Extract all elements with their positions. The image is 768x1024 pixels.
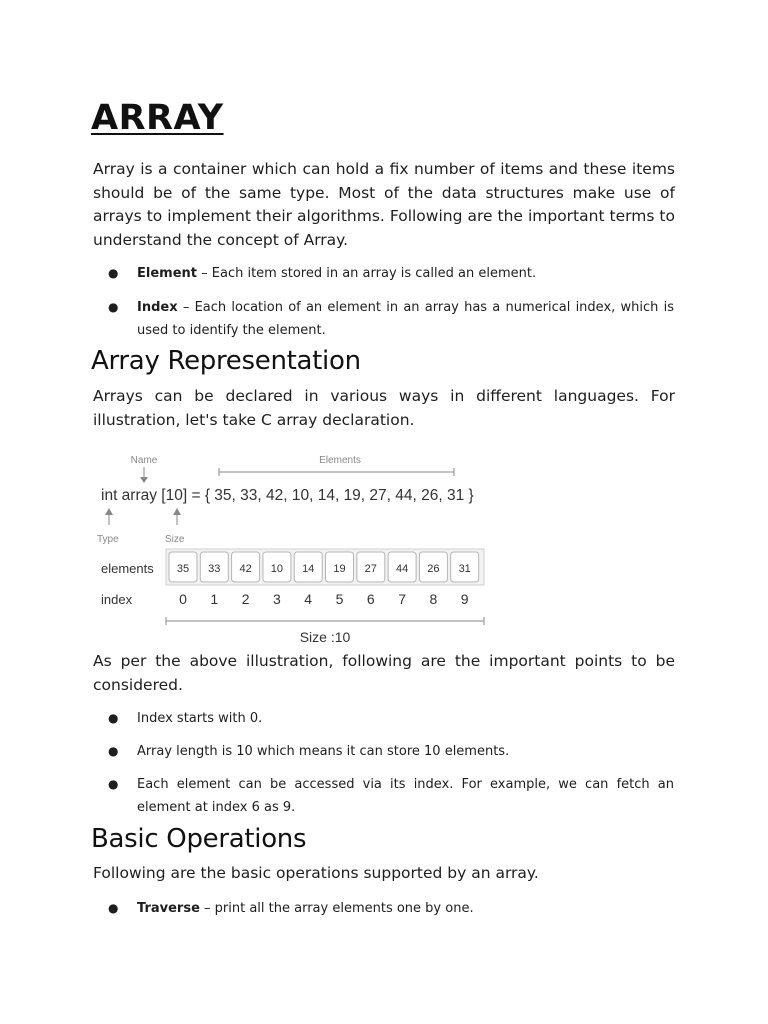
- array-cell-value: 10: [270, 563, 284, 575]
- list-item: [108, 707, 674, 730]
- array-cell-value: 42: [239, 563, 252, 575]
- term-description: – Each location of an element in an array has a numerical index, which is used to identify the element.: [137, 300, 674, 338]
- array-cell-value: 14: [302, 563, 315, 575]
- section-heading-operations: Basic Operations: [91, 824, 307, 854]
- operations-paragraph: Following are the basic operations supported by an array.: [93, 864, 539, 882]
- bullet-icon: ●: [108, 777, 119, 791]
- term-description: – Each item stored in an array is called an element.: [197, 266, 537, 281]
- array-index-label: 5: [335, 591, 344, 607]
- bullet-icon: ●: [108, 266, 119, 280]
- list-item: [108, 296, 674, 342]
- array-index-label: 9: [460, 591, 469, 607]
- points-intro-paragraph: As per the above illustration, following are the important points to be considered.: [93, 652, 675, 694]
- term-name: Index: [137, 300, 178, 315]
- array-cell-value: 31: [458, 563, 471, 575]
- array-index-label: 0: [179, 591, 187, 607]
- array-index-label: 1: [210, 591, 219, 607]
- array-index-label: 8: [429, 591, 438, 607]
- operation-description: – print all the array elements one by one.: [199, 901, 474, 916]
- array-index-label: 2: [241, 591, 250, 607]
- list-item: [108, 262, 674, 285]
- declaration-text: int array [10] = { 35, 33, 42, 10, 14, 19, 27, 44, 26, 31 }: [101, 487, 474, 504]
- array-cell-value: 27: [364, 563, 377, 575]
- point-text: Each element can be accessed via its index. For example, we can fetch an element at index 6 as 9.: [137, 777, 674, 815]
- bullet-icon: ●: [108, 744, 119, 758]
- array-indices: [179, 591, 469, 607]
- intro-paragraph: Array is a container which can hold a fix number of items and these items should be of the same type. Most of the data structures make use of arrays to implement their algorithms. Following are the important terms to understand the concept of Array.: [93, 160, 675, 249]
- array-index-label: 3: [273, 591, 281, 607]
- bullet-icon: ●: [108, 711, 119, 725]
- name-arrow-head: [140, 477, 148, 483]
- type-arrow-head: [105, 508, 113, 515]
- representation-paragraph: Arrays can be declared in various ways in different languages. For illustration, let's take C array declaration.: [93, 387, 675, 429]
- size-caption: Size :10: [299, 629, 351, 645]
- array-cell-value: 19: [333, 563, 346, 575]
- operation-name: Traverse: [137, 901, 200, 916]
- list-item: [108, 773, 674, 819]
- terms-list: [108, 262, 674, 342]
- size-arrow-head: [173, 508, 181, 515]
- array-index-label: 4: [304, 591, 313, 607]
- index-row-label: index: [101, 592, 133, 607]
- array-cell-value: 44: [395, 563, 409, 575]
- point-text: Index starts with 0.: [137, 711, 263, 726]
- operations-list: [108, 897, 674, 920]
- elements-label: Elements: [319, 455, 361, 466]
- array-index-label: 7: [398, 591, 406, 607]
- bullet-icon: ●: [108, 901, 119, 915]
- section-heading-representation: Array Representation: [91, 346, 361, 376]
- array-cell-value: 35: [176, 563, 190, 575]
- type-label: Type: [97, 534, 119, 545]
- array-cell-value: 26: [427, 563, 440, 575]
- size-label: Size: [165, 534, 185, 545]
- array-diagram: [92, 448, 488, 648]
- bullet-icon: ●: [108, 300, 119, 314]
- term-name: Element: [137, 266, 197, 281]
- list-item: [108, 897, 674, 920]
- page-title: ARRAY: [91, 98, 224, 138]
- name-label: Name: [130, 455, 158, 466]
- array-cell-value: 33: [208, 563, 221, 575]
- points-list: [108, 707, 674, 819]
- list-item: [108, 740, 674, 763]
- array-index-label: 6: [366, 591, 375, 607]
- elements-row-label: elements: [101, 561, 154, 576]
- point-text: Array length is 10 which means it can store 10 elements.: [137, 744, 510, 759]
